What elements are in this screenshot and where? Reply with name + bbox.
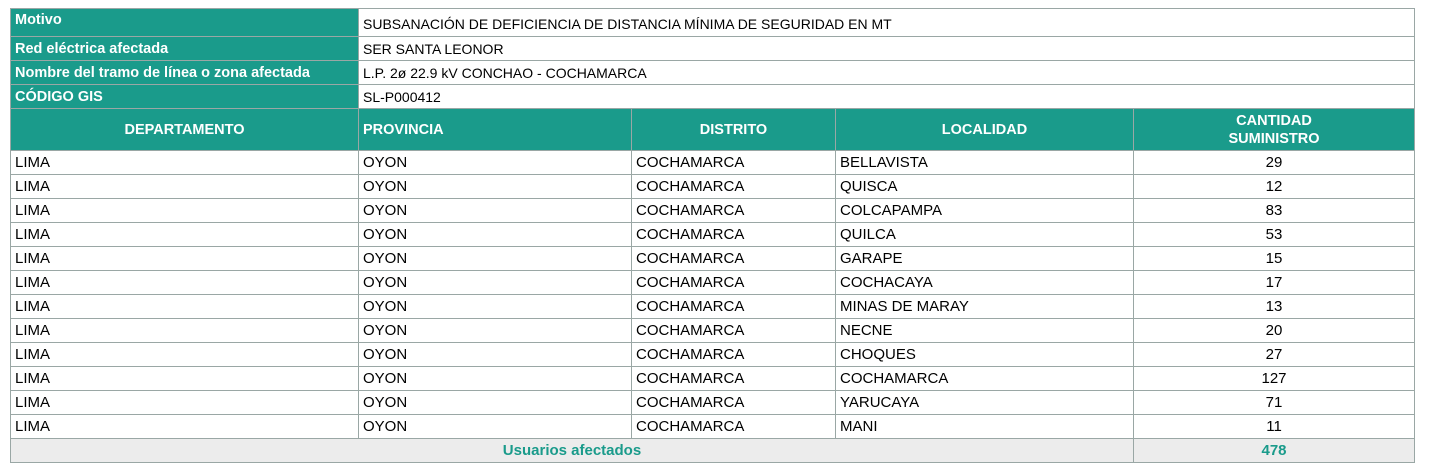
table-row	[11, 247, 1415, 271]
total-label: Usuarios afectados	[11, 439, 1134, 463]
cell-cantidad: 27	[1134, 343, 1415, 367]
cell-localidad: QUISCA	[836, 175, 1134, 199]
data-rows	[11, 151, 1415, 439]
cell-cantidad: 83	[1134, 199, 1415, 223]
info-section	[11, 9, 1415, 109]
col-header-cantidad-line1: CANTIDAD	[1236, 112, 1312, 129]
cell-distrito: COCHAMARCA	[632, 415, 836, 439]
cell-distrito: COCHAMARCA	[632, 199, 836, 223]
gis-value: SL-P000412	[359, 85, 1415, 109]
table-row	[11, 319, 1415, 343]
cell-distrito: COCHAMARCA	[632, 271, 836, 295]
cell-departamento: LIMA	[11, 295, 359, 319]
table-row	[11, 391, 1415, 415]
cell-cantidad: 13	[1134, 295, 1415, 319]
cell-departamento: LIMA	[11, 223, 359, 247]
cell-cantidad: 29	[1134, 151, 1415, 175]
col-header-distrito: DISTRITO	[632, 109, 836, 151]
column-header-row	[11, 109, 1415, 151]
tramo-label: Nombre del tramo de línea o zona afectada	[11, 61, 359, 85]
red-value: SER SANTA LEONOR	[359, 37, 1415, 61]
total-section	[11, 439, 1415, 463]
cell-provincia: OYON	[359, 271, 632, 295]
table-row	[11, 295, 1415, 319]
cell-cantidad: 53	[1134, 223, 1415, 247]
col-header-cantidad-line2: SUMINISTRO	[1228, 130, 1320, 147]
red-label: Red eléctrica afectada	[11, 37, 359, 61]
cell-localidad: COCHAMARCA	[836, 367, 1134, 391]
cell-localidad: CHOQUES	[836, 343, 1134, 367]
report-table	[10, 8, 1415, 463]
cell-provincia: OYON	[359, 319, 632, 343]
data-section	[11, 109, 1415, 151]
cell-departamento: LIMA	[11, 319, 359, 343]
motivo-value: SUBSANACIÓN DE DEFICIENCIA DE DISTANCIA MÍNIMA DE SEGURIDAD EN MT	[359, 9, 1415, 37]
cell-distrito: COCHAMARCA	[632, 151, 836, 175]
cell-departamento: LIMA	[11, 271, 359, 295]
cell-distrito: COCHAMARCA	[632, 295, 836, 319]
info-row-red	[11, 37, 1415, 61]
cell-provincia: OYON	[359, 199, 632, 223]
cell-distrito: COCHAMARCA	[632, 319, 836, 343]
cell-departamento: LIMA	[11, 415, 359, 439]
col-header-provincia: PROVINCIA	[359, 109, 632, 151]
cell-localidad: GARAPE	[836, 247, 1134, 271]
total-row	[11, 439, 1415, 463]
cell-departamento: LIMA	[11, 247, 359, 271]
affected-supply-report	[10, 8, 1414, 463]
table-row	[11, 367, 1415, 391]
cell-departamento: LIMA	[11, 175, 359, 199]
cell-departamento: LIMA	[11, 343, 359, 367]
cell-provincia: OYON	[359, 247, 632, 271]
table-row	[11, 415, 1415, 439]
col-header-localidad: LOCALIDAD	[836, 109, 1134, 151]
cell-departamento: LIMA	[11, 391, 359, 415]
cell-localidad: MANI	[836, 415, 1134, 439]
cell-departamento: LIMA	[11, 199, 359, 223]
info-row-tramo	[11, 61, 1415, 85]
cell-distrito: COCHAMARCA	[632, 391, 836, 415]
info-row-motivo	[11, 9, 1415, 37]
table-row	[11, 151, 1415, 175]
tramo-value: L.P. 2ø 22.9 kV CONCHAO - COCHAMARCA	[359, 61, 1415, 85]
cell-localidad: YARUCAYA	[836, 391, 1134, 415]
cell-provincia: OYON	[359, 295, 632, 319]
col-header-cantidad	[1134, 109, 1415, 151]
cell-provincia: OYON	[359, 343, 632, 367]
col-header-departamento: DEPARTAMENTO	[11, 109, 359, 151]
cell-distrito: COCHAMARCA	[632, 367, 836, 391]
cell-provincia: OYON	[359, 151, 632, 175]
cell-distrito: COCHAMARCA	[632, 223, 836, 247]
cell-cantidad: 12	[1134, 175, 1415, 199]
cell-distrito: COCHAMARCA	[632, 175, 836, 199]
cell-provincia: OYON	[359, 415, 632, 439]
total-value: 478	[1134, 439, 1415, 463]
table-row	[11, 199, 1415, 223]
cell-provincia: OYON	[359, 175, 632, 199]
cell-distrito: COCHAMARCA	[632, 343, 836, 367]
cell-distrito: COCHAMARCA	[632, 247, 836, 271]
cell-localidad: COCHACAYA	[836, 271, 1134, 295]
cell-departamento: LIMA	[11, 367, 359, 391]
table-row	[11, 343, 1415, 367]
cell-cantidad: 71	[1134, 391, 1415, 415]
cell-provincia: OYON	[359, 367, 632, 391]
cell-provincia: OYON	[359, 223, 632, 247]
table-row	[11, 271, 1415, 295]
table-row	[11, 175, 1415, 199]
cell-cantidad: 20	[1134, 319, 1415, 343]
cell-localidad: MINAS DE MARAY	[836, 295, 1134, 319]
cell-localidad: NECNE	[836, 319, 1134, 343]
gis-label: CÓDIGO GIS	[11, 85, 359, 109]
info-row-gis	[11, 85, 1415, 109]
cell-localidad: COLCAPAMPA	[836, 199, 1134, 223]
cell-provincia: OYON	[359, 391, 632, 415]
table-row	[11, 223, 1415, 247]
cell-cantidad: 11	[1134, 415, 1415, 439]
cell-localidad: QUILCA	[836, 223, 1134, 247]
cell-cantidad: 17	[1134, 271, 1415, 295]
cell-cantidad: 15	[1134, 247, 1415, 271]
cell-cantidad: 127	[1134, 367, 1415, 391]
cell-departamento: LIMA	[11, 151, 359, 175]
cell-localidad: BELLAVISTA	[836, 151, 1134, 175]
motivo-label: Motivo	[11, 9, 359, 37]
